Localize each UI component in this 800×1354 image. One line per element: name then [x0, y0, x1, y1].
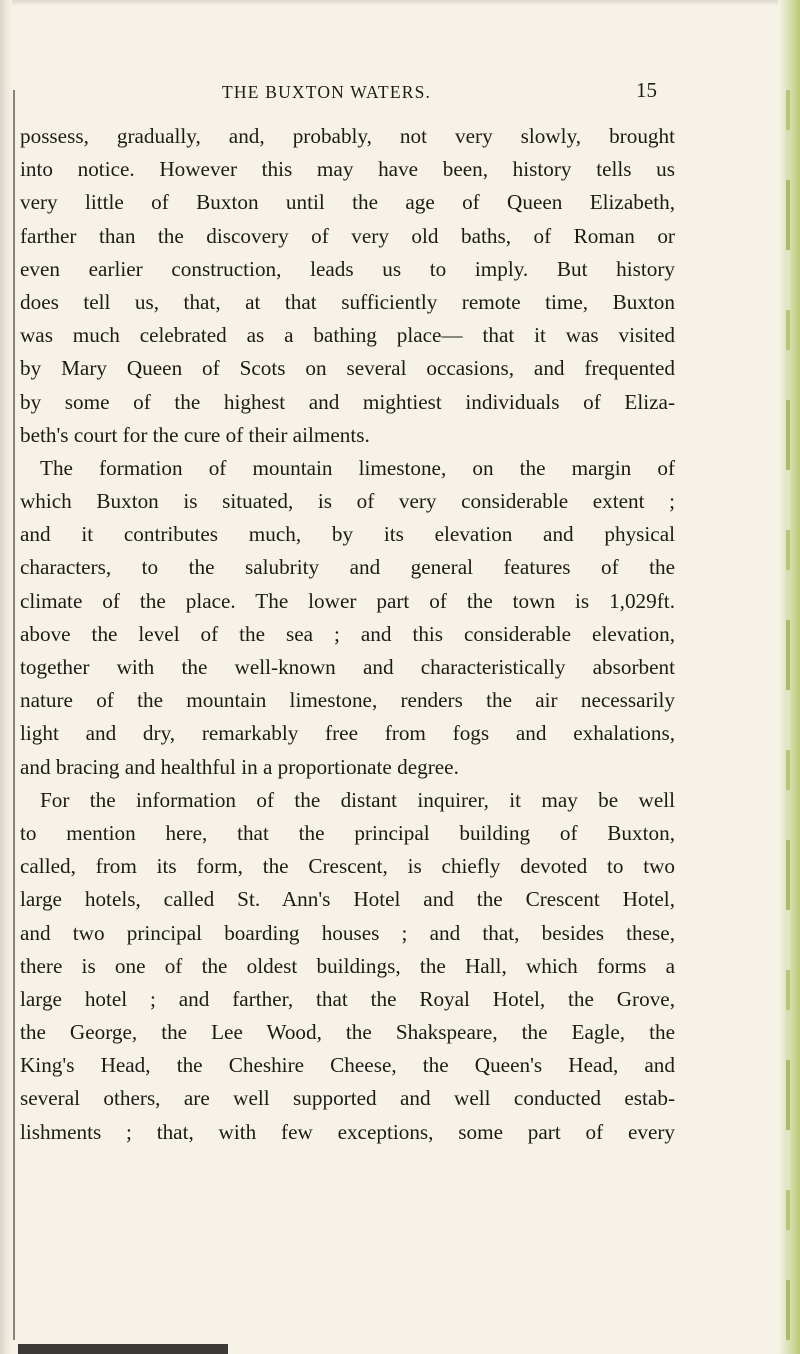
binding-shadow — [13, 90, 15, 1340]
text-line: characters, to the salubrity and general features of the — [20, 555, 675, 580]
page-number: 15 — [636, 78, 657, 102]
text-line: there is one of the oldest buildings, the Hall, which forms a — [20, 953, 675, 978]
text-line: King's Head, the Cheshire Cheese, the Queen's Head, and — [20, 1053, 675, 1078]
text-line: by some of the highest and mightiest individuals of Eliza- — [20, 389, 675, 414]
text-line: lishments ; that, with few exceptions, some part of every — [20, 1119, 675, 1144]
text-line: which Buxton is situated, is of very considerable extent ; — [20, 489, 675, 514]
text-line: was much celebrated as a bathing place— that it was visited — [20, 323, 675, 348]
body-text — [20, 120, 675, 1149]
text-line: possess, gradually, and, probably, not very slowly, brought — [20, 124, 675, 148]
text-line: and two principal boarding houses ; and that, besides these, — [20, 920, 675, 945]
text-line: nature of the mountain limestone, renders the air necessarily — [20, 688, 675, 713]
text-line: and bracing and healthful in a proportionate degree. — [20, 754, 459, 779]
text-line: beth's court for the cure of their ailments. — [20, 422, 370, 447]
text-line: several others, are well supported and well conducted estab- — [20, 1086, 675, 1111]
page-top-edge — [0, 0, 800, 6]
text-line: large hotels, called St. Ann's Hotel and the Crescent Hotel, — [20, 887, 675, 912]
text-line: The formation of mountain limestone, on the margin of — [40, 455, 675, 480]
text-line: together with the well-known and characteristically absorbent — [20, 655, 675, 679]
text-line: to mention here, that the principal building of Buxton, — [20, 820, 675, 845]
text-line: very little of Buxton until the age of Queen Elizabeth, — [20, 190, 675, 215]
text-line: farther than the discovery of very old baths, of Roman or — [20, 223, 675, 248]
text-line: light and dry, remarkably free from fogs and exhalations, — [20, 721, 675, 746]
bottom-scan-mark — [18, 1344, 228, 1354]
text-line: above the level of the sea ; and this considerable elevation, — [20, 621, 675, 646]
text-line: large hotel ; and farther, that the Royal Hotel, the Grove, — [20, 986, 675, 1011]
page-left-edge — [0, 0, 12, 1354]
text-line: even earlier construction, leads us to imply. But history — [20, 256, 675, 281]
text-line: and it contributes much, by its elevation and physical — [20, 522, 675, 547]
text-line: For the information of the distant inquirer, it may be well — [40, 787, 675, 812]
text-line: called, from its form, the Crescent, is chiefly devoted to two — [20, 854, 675, 879]
text-line: does tell us, that, at that sufficiently remote time, Buxton — [20, 289, 675, 314]
running-title: THE BUXTON WATERS. — [222, 82, 432, 102]
text-line: the George, the Lee Wood, the Shakspeare, the Eagle, the — [20, 1020, 675, 1045]
text-line: climate of the place. The lower part of the town is 1,029ft. — [20, 588, 675, 613]
page-right-edge — [778, 0, 800, 1354]
text-line: into notice. However this may have been, history tells us — [20, 157, 675, 182]
running-head — [0, 76, 800, 104]
text-line: by Mary Queen of Scots on several occasions, and frequented — [20, 356, 675, 381]
